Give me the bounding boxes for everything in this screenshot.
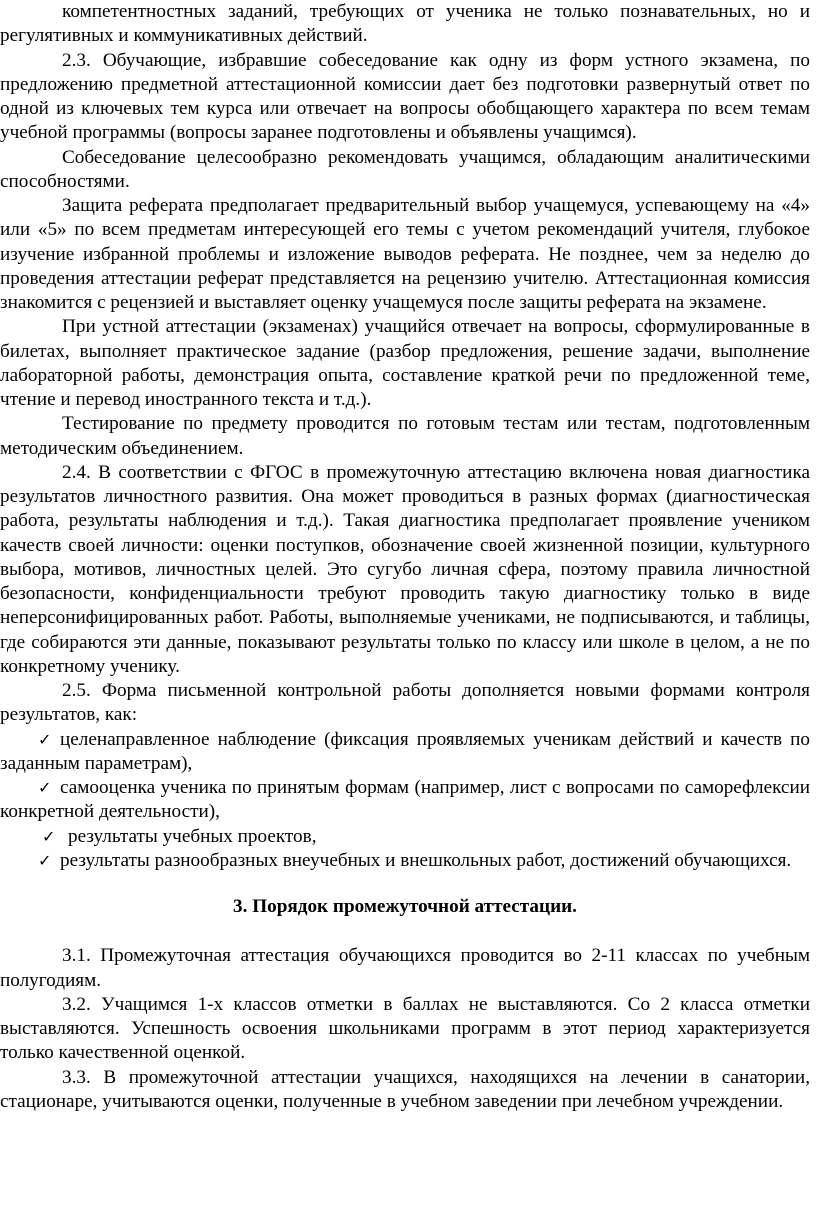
checkmark-icon: ✓ xyxy=(38,729,52,749)
paragraph-3-3: 3.3. В промежуточной аттестации учащихся, находящихся на лечении в санатории, стационаре, учитываются оценки, полученные в учебном заведении при лечебном учреждении. xyxy=(0,1066,810,1112)
checklist-item-text: результаты разнообразных внеучебных и внешкольных работ, достижений обучающихся. xyxy=(60,849,792,871)
section-heading: 3. Порядок промежуточной аттестации. xyxy=(233,896,577,917)
paragraph-2-5: 2.5. Форма письменной контрольной работы дополняется новыми формами контроля результатов, как: xyxy=(0,680,810,726)
paragraph-oral-exam: При устной аттестации (экзаменах) учащийся отвечает на вопросы, сформулированные в билетах, выполняет практическое задание (разбор предложения, решение задачи, выполнение лабораторной работы, демонстрация опыта, составление краткой речи по предложенной теме, чтение и перевод иностранного текста и т.д.). xyxy=(0,316,810,410)
paragraph-2-3: 2.3. Обучающие, избравшие собеседование как одну из форм устного экзамена, по предложению предметной аттестационной комиссии дает без подготовки развернутый ответ по одной из ключевых тем курса или отвечает на вопросы обобщающего характера по всем темам учебной программы (вопросы заранее подготовлены и объявлены учащимся). xyxy=(0,49,810,144)
checklist-item xyxy=(0,825,810,849)
checklist-item-text: самооценка ученика по принятым формам (например, лист с вопросами по саморефлексии конкретной деятельности), xyxy=(0,777,810,823)
checkmark-icon: ✓ xyxy=(42,826,56,846)
checklist-item xyxy=(0,728,810,777)
paragraph-interview: Собеседование целесообразно рекомендовать учащимся, обладающим аналитическими способностями. xyxy=(0,146,810,192)
checklist-item-text: результаты учебных проектов, xyxy=(68,825,317,847)
checkmark-icon: ✓ xyxy=(38,778,52,797)
paragraph-3-1: 3.1. Промежуточная аттестация обучающихся проводится во 2-11 классах по учебным полугодиям. xyxy=(0,945,810,991)
checklist-item xyxy=(0,849,810,873)
paragraph-essay-defense: Защита реферата предполагает предварительный выбор учащемуся, успевающему на «4» или «5» по всем предметам интересующей его темы с учетом рекомендаций учителя, глубокое изучение избранной проблемы и изложение выводов реферата. Не позднее, чем за неделю до проведения аттестации реферат представляется на рецензию учителю. Аттестационная комиссия знакомится с рецензией и выставляет оценку учащемуся после защиты реферата на экзамене. xyxy=(0,195,810,313)
paragraph-3-2: 3.2. Учащимся 1-х классов отметки в баллах не выставляются. Со 2 класса отметки выставляются. Успешность освоения школьниками программ в этот период характеризуется только качественной оценкой. xyxy=(0,993,810,1064)
paragraph-continuation: компетентностных заданий, требующих от ученика не только познавательных, но и регулятивных и коммуникативных действий. xyxy=(0,1,810,47)
checkmark-icon: ✓ xyxy=(38,850,52,870)
paragraph-testing: Тестирование по предмету проводится по готовым тестам или тестам, подготовленным методическим объединением. xyxy=(0,413,810,459)
paragraph-2-4: 2.4. В соответствии с ФГОС в промежуточную аттестацию включена новая диагностика результатов личностного развития. Она может проводиться в разных формах (диагностическая работа, результаты наблюдения и т.д.). Такая диагностика предполагает проявление учеником качеств своей личности: оценки поступков, обозначение своей жизненной позиции, культурного выбора, мотивов, личностных целей. Это сугубо личная сфера, поэтому правила личностной безопасности, конфиденциальности требуют проводить такую диагностику только в виде неперсонифицированных работ. Работы, выполняемые учениками, не подписываются, и таблицы, где собираются эти данные, показывают результаты только по классу или школе в целом, а не по конкретному ученику. xyxy=(0,461,810,677)
checklist-item-text: целенаправленное наблюдение (фиксация проявляемых ученикам действий и качеств по заданным параметрам), xyxy=(0,728,810,774)
checklist-item xyxy=(0,776,810,825)
